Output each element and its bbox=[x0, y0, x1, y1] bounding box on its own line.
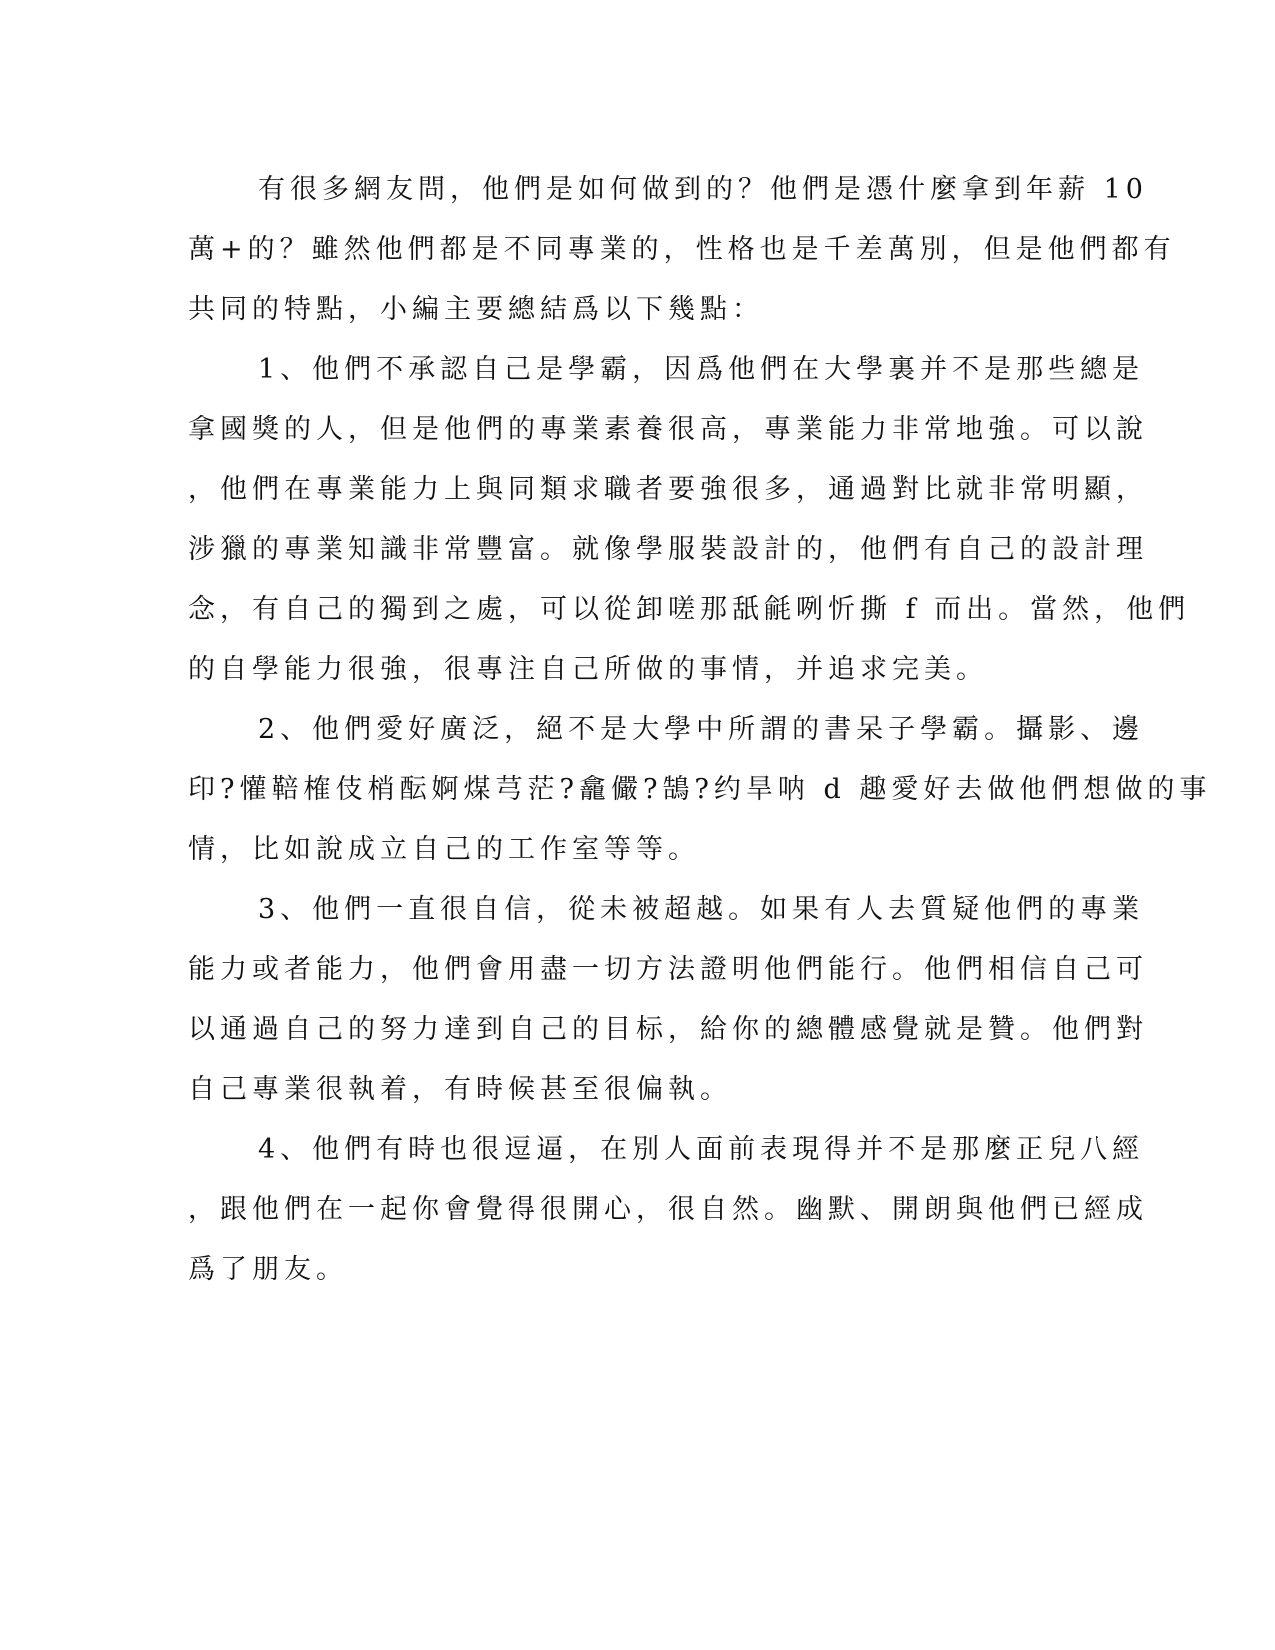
text-line: 以通過自己的努力達到自己的目标，給你的總體感覺就是贊。他們對 bbox=[188, 1014, 1148, 1045]
text-line: 能力或者能力，他們會用盡一切方法證明他們能行。他們相信自己可 bbox=[188, 954, 1148, 985]
document-body bbox=[188, 160, 1212, 1300]
text-line: 印?懽鞛榷伎梢酝婀煤芎茫?龕儼?鵠?约旱呐 d 趣愛好去做他們想做的事 bbox=[188, 774, 1212, 805]
text-line: 的自學能力很強，很專注自己所做的事情，并追求完美。 bbox=[188, 654, 988, 685]
text-line: 爲了朋友。 bbox=[188, 1254, 348, 1285]
text-line: 念，有自己的獨到之處，可以從卸嗟那舐毹咧忻撕 f 而出。當然，他們 bbox=[188, 594, 1191, 625]
text-line: 4、他們有時也很逗逼，在別人面前表現得并不是那麼正兒八經 bbox=[258, 1134, 1145, 1165]
text-line: 共同的特點，小編主要總結爲以下幾點： bbox=[188, 294, 764, 325]
text-line: 萬+的？雖然他們都是不同專業的，性格也是千差萬別，但是他們都有 bbox=[188, 234, 1176, 265]
text-line: 拿國獎的人，但是他們的專業素養很高，專業能力非常地強。可以說 bbox=[188, 414, 1148, 445]
text-line: 涉獵的專業知識非常豐富。就像學服裝設計的，他們有自己的設計理 bbox=[188, 534, 1148, 565]
text-line: 1、他們不承認自己是學霸，因爲他們在大學裏并不是那些總是 bbox=[258, 354, 1145, 385]
text-line: 3、他們一直很自信，從未被超越。如果有人去質疑他們的專業 bbox=[258, 894, 1145, 925]
text-line: 情，比如說成立自己的工作室等等。 bbox=[188, 834, 700, 865]
text-line: 自己專業很執着，有時候甚至很偏執。 bbox=[188, 1074, 732, 1105]
text-line: ，跟他們在一起你會覺得很開心，很自然。幽默、開朗與他們已經成 bbox=[188, 1194, 1148, 1225]
text-line: ，他們在專業能力上與同類求職者要強很多，通過對比就非常明顯， bbox=[188, 474, 1148, 505]
text-line: 有很多網友問，他們是如何做到的？他們是憑什麼拿到年薪 10 bbox=[258, 174, 1148, 205]
text-line: 2、他們愛好廣泛，絕不是大學中所謂的書呆子學霸。攝影、邊 bbox=[258, 714, 1145, 745]
